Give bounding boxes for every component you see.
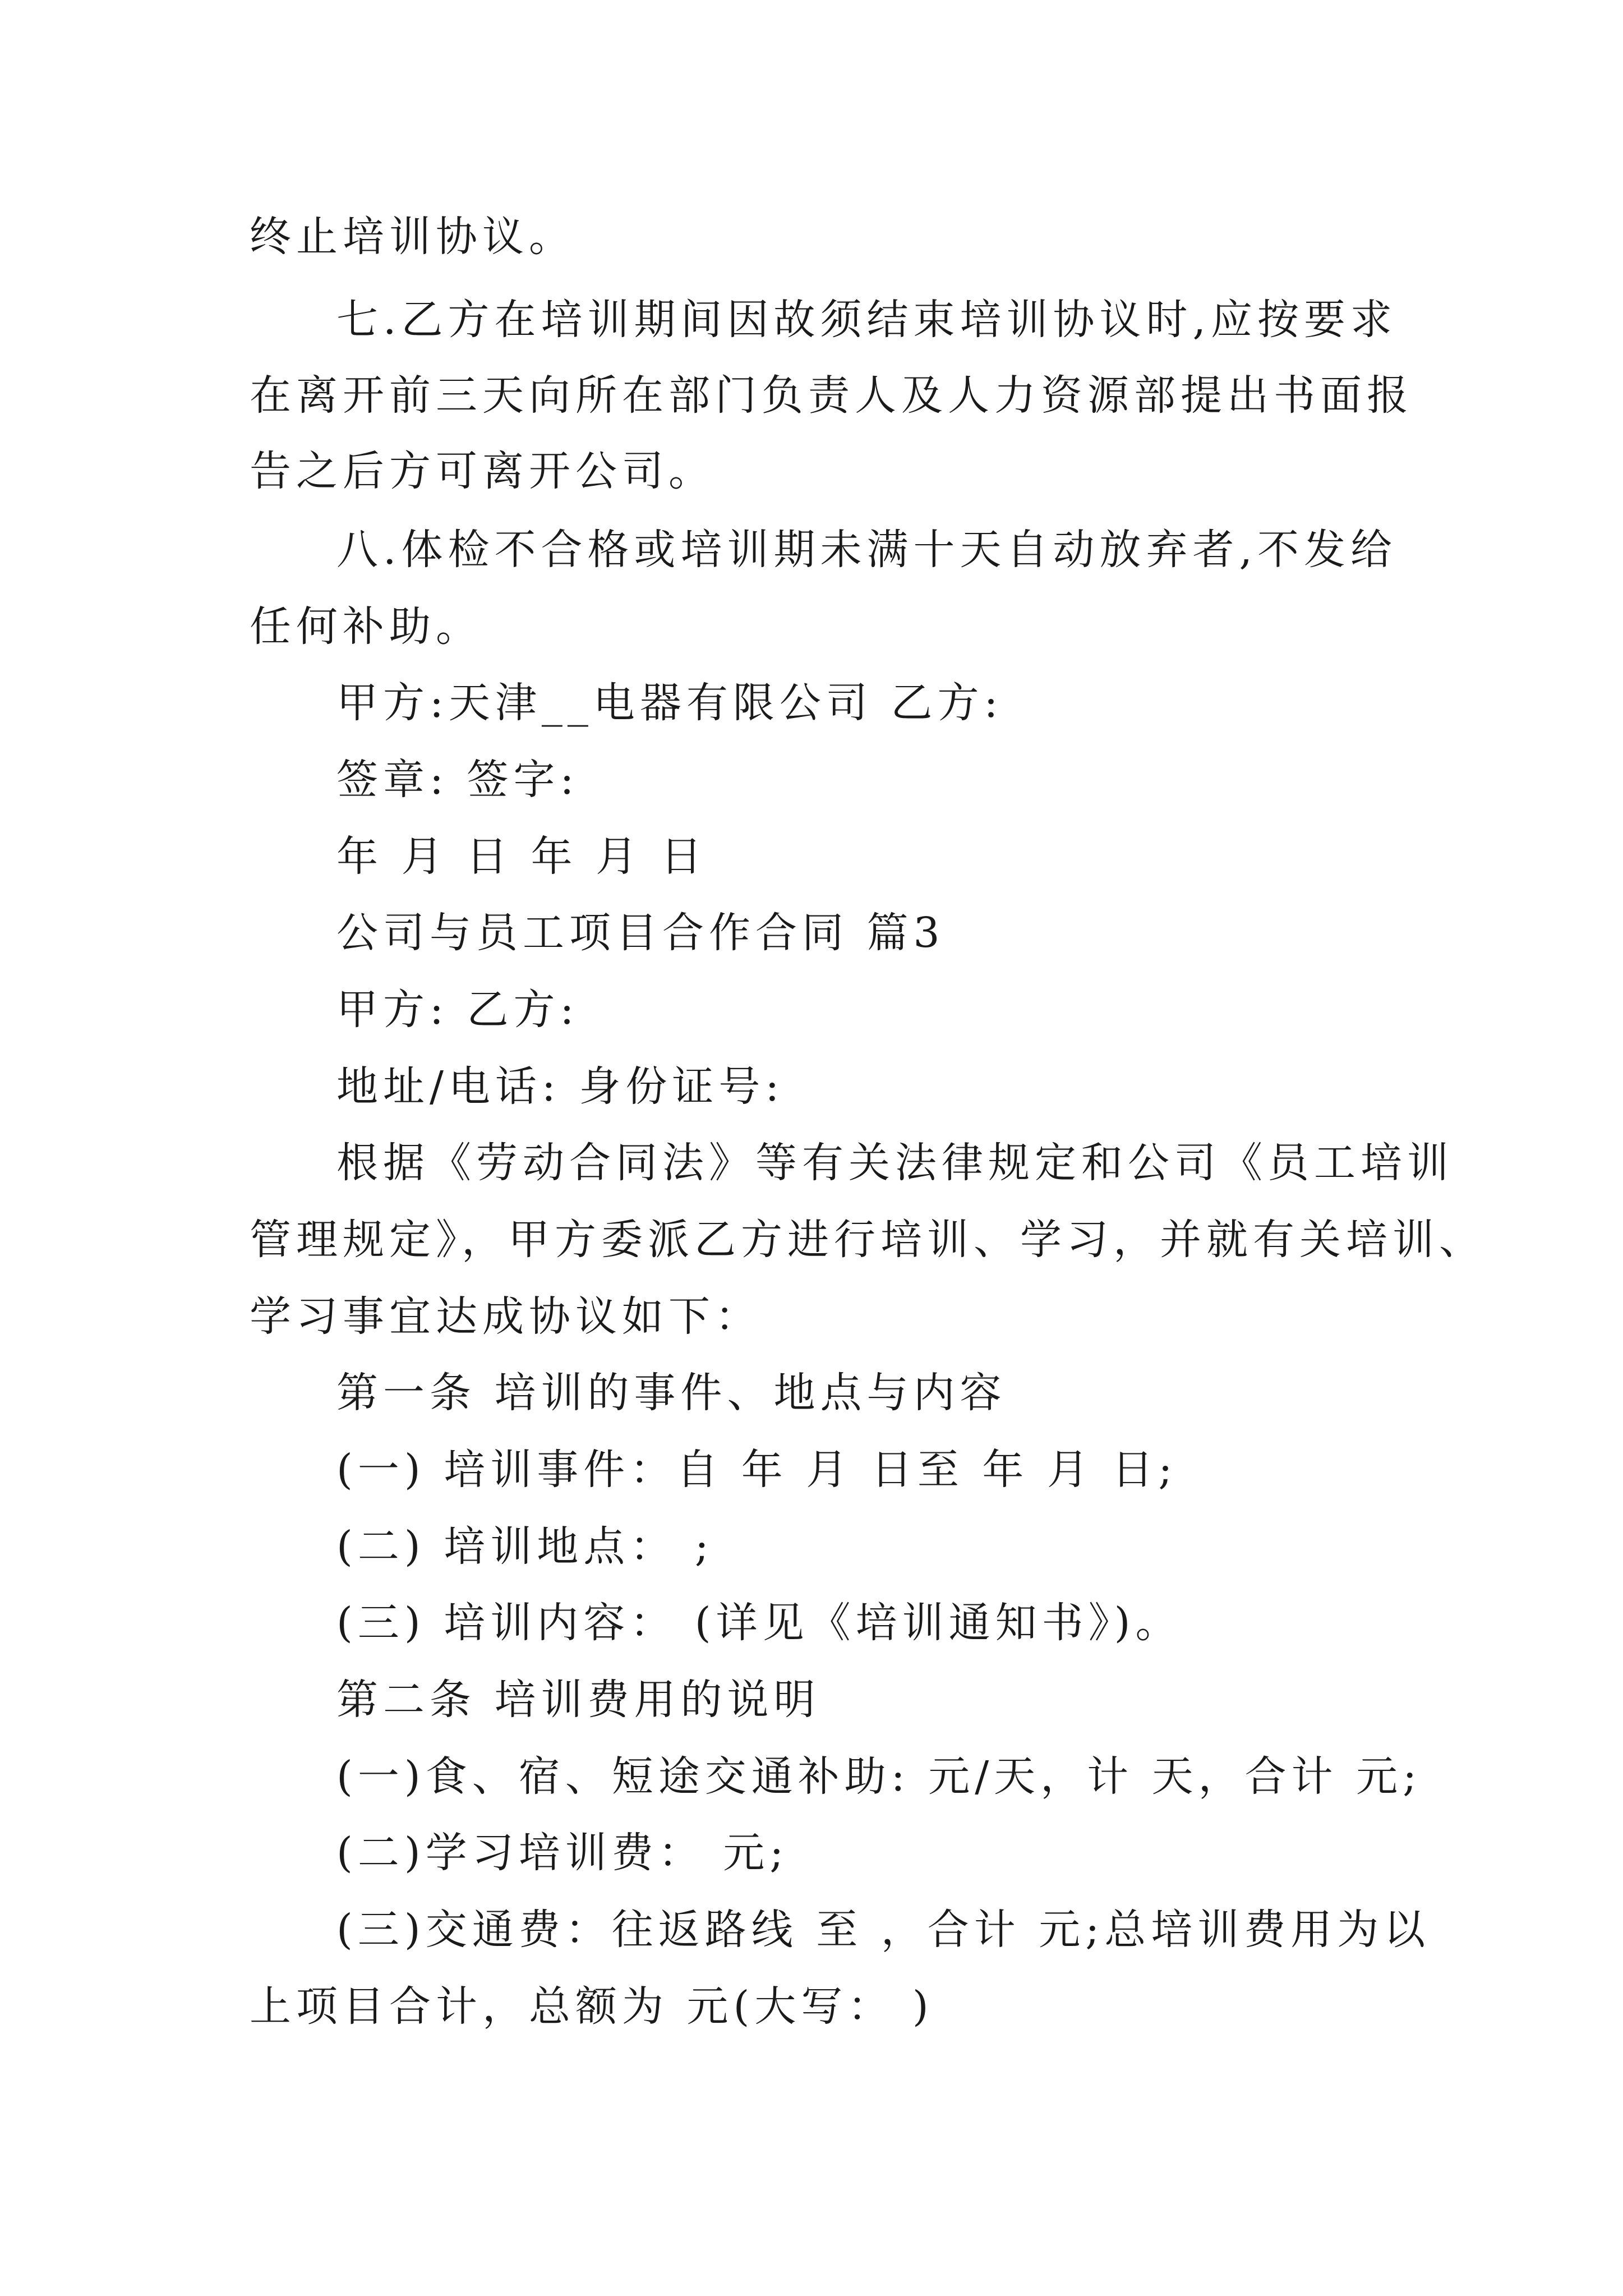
text-line: (三)交通费：往返路线 至 ，合计 元;总培训费用为以 [336, 1906, 1431, 1954]
text-line: 年 月 日 年 月 日 [336, 832, 707, 881]
text-line: (二) 培训地点： ; [336, 1522, 714, 1571]
text-line: (一) 培训事件：自 年 月 日至 年 月 日; [336, 1446, 1178, 1494]
text-line: 第二条 培训费用的说明 [336, 1676, 820, 1724]
text-line: 任何补助。 [250, 602, 482, 651]
text-line: 签章: 签字: [336, 756, 579, 804]
text-line: 八.体检不合格或培训期未满十天自动放弃者,不发给 [336, 526, 1398, 574]
text-line: (三) 培训内容： (详见《培训通知书》)。 [336, 1599, 1182, 1647]
text-line: (一)食、宿、短途交通补助: 元/天，计 天，合计 元; [336, 1752, 1422, 1801]
text-line: 七.乙方在培训期间因故须结束培训协议时,应按要求 [336, 296, 1398, 344]
text-line: 甲方:天津__电器有限公司 乙方: [336, 679, 1003, 727]
text-line: 公司与员工项目合作合同 篇3 [336, 909, 945, 957]
text-line: 在离开前三天向所在部门负责人及人力资源部提出书面报 [250, 371, 1413, 420]
text-line: 第一条 培训的事件、地点与内容 [336, 1369, 1007, 1417]
text-line: 告之后方可离开公司。 [250, 447, 715, 495]
text-line: 地址/电话: 身份证号: [336, 1062, 785, 1111]
text-line: 学习事宜达成协议如下： [250, 1292, 762, 1341]
text-line: 上项目合计，总额为 元(大写： ) [250, 1982, 934, 2031]
text-line: 终止培训协议。 [250, 213, 575, 261]
text-line: 管理规定》，甲方委派乙方进行培训、学习，并就有关培训、 [250, 1216, 1486, 1264]
text-line: 甲方: 乙方: [336, 986, 579, 1034]
text-line: (二)学习培训费： 元; [336, 1829, 789, 1877]
text-line: 根据《劳动合同法》等有关法律规定和公司《员工培训 [336, 1139, 1454, 1187]
